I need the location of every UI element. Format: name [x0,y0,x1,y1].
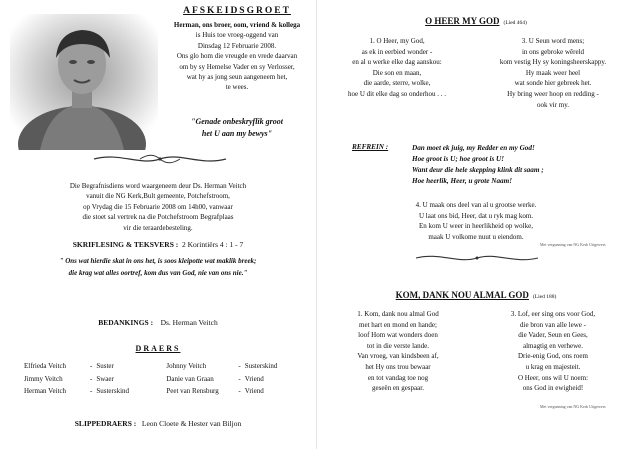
verse-line: Van vroeg, van kindsbeen af, [357,352,439,361]
skriflesing-row [10,240,306,249]
verse-line: hoe U dit elke dag so onderhou . . . [348,89,446,98]
dash: - [238,362,241,370]
draer-relation: Swaer [96,374,114,383]
bedankings-value: Ds. Herman Veitch [160,318,218,327]
service-line: vir die teraardebesteling. [123,223,193,232]
verse-line: Die son en maan, [372,68,422,77]
skriflesing-label: SKRIFLESING & TEKSVERS : [72,240,179,249]
draer-name: Jimmy Veitch [24,374,63,383]
verse-line: wat sonde hier gebreek het. [514,79,592,88]
song2-header [326,285,626,303]
intro-text [158,20,316,93]
verse-line: 3. Lof, eer sing ons voor God, [510,310,596,318]
verse-line: ook vir my. [536,100,570,109]
verse-line: ons God in ewigheid! [522,384,584,393]
scripture-quote [10,256,306,279]
service-line: op Vrydag die 15 Februarie 2008 om 14h00, vanwaar [83,202,233,211]
portrait-photo [10,14,158,150]
verse-line: almagtig en verhewe. [522,341,584,350]
song1-verse3 [478,36,628,110]
verse-line: en al u werke elke dag aanskou: [352,58,442,67]
verse-line: maak U volkome nuut u eiendom. [428,232,524,241]
draer-relation: Suster [96,362,114,370]
refrain-line: Want deur die hele skepping klink dit saam ; [412,166,544,174]
intro-line: is Huis toe vroeg-oggend van [195,31,279,40]
slippedraers-row [10,419,306,428]
verse-line: het Hy ons trou bewaar [365,362,431,371]
dash: - [238,374,241,383]
verse-line: U laat ons bid, Heer, dat u ryk mag kom. [418,211,534,220]
song2-reference: (Lied 188) [532,294,557,300]
verse-line: O Heer, ons wil U noem: [517,373,589,382]
verse-line: 1. O Heer, my God, [369,37,425,45]
song1-title: O HEER MY GOD [425,16,500,26]
dash: - [90,387,93,395]
draers-row [22,360,279,373]
verse-line: in ons gebroke wêreld [521,47,584,56]
verse-line: die Vader, Seun en Gees, [518,331,588,340]
service-line: Die Begrafnisdiens word waargeneem deur Ds. Herman Veitch [69,182,247,190]
song1-verse1 [322,36,472,100]
intro-line: te wees. [225,83,249,92]
flourish-ornament [90,150,230,168]
verse-line: as ek in eerbied wonder - [361,47,433,56]
draers-heading: DRAERS [135,344,181,353]
intro-line: om by sy Hemelse Vader en sy Verlosser, [179,62,295,71]
scripture-line: " Ons wat hierdie skat in ons het, is soos kleipotte wat maklik breek; [59,257,257,265]
slippedraers-value: Leon Cloete & Hester van Biljon [141,419,242,428]
intro-line: Herman, ons broer, oom, vriend & kollega [173,21,301,29]
draer-relation: Vriend [244,387,264,395]
verse-line: 3. U Seun word mens; [521,37,585,45]
hymn-quote [158,116,316,140]
fold-divider [316,0,317,449]
flourish-ornament [412,250,542,266]
refrain-line: Dan moet ek juig, my Redder en my God! [412,144,535,152]
refrain-line: Hoe heerlik, Heer, u grote Naam! [412,177,513,185]
bedankings-label: BEDANKINGS : [98,318,154,327]
song1-verse4 [326,200,626,242]
refrain-label: REFREIN : [352,143,389,151]
skriflesing-reference: 2 Korintiërs 4 : 1 - 7 [182,240,244,249]
verse-line: die bron van alle lewe - [520,320,586,329]
draers-table [22,360,279,398]
song2-verse3 [478,309,628,394]
draer-name: Johnny Veitch [166,362,207,370]
song1-credit: Met vergunning van NG Kerk Uitgewers [540,242,606,247]
verse-line: Drie-enig God, ons roem [518,352,588,361]
draer-relation: Susterskind [96,387,130,395]
intro-line: Dinsdag 12 Februarie 2008. [197,41,277,50]
quote-line: het U aan my bewys" [201,129,273,138]
bedankings-row [10,318,306,327]
draer-name: Elfrieda Veitch [24,362,67,370]
verse-line: geseën en gespaar. [372,384,424,393]
verse-line: En kom U weer in heerlikheid op wolke, [419,222,533,231]
dash: - [238,387,241,395]
verse-line: 1. Kom, dank nou almal God [357,310,439,318]
intro-line: Ons glo hom die vreugde en vrede daarvan [176,52,298,61]
draer-name: Peet van Rensburg [166,387,219,395]
verse-line: kom vestig Hy sy koningsheerskappy. [499,58,607,67]
draer-relation: Susterskind [244,362,278,370]
verse-line: loof Hom wat wonders doen [358,331,438,340]
draer-relation: Vriend [244,374,264,383]
refrain-line: Hoe groot is U; hoe groot is U! [412,155,505,163]
verse-line: u krag en majesteit. [525,362,581,371]
draers-row [22,385,279,398]
verse-line: die aarde, sterre, wolke, [363,79,431,88]
dash: - [90,374,93,383]
verse-line: Hy maak weer heel [525,68,581,77]
song1-reference: (Lied 464) [503,20,527,26]
service-line: vanuit die NG Kerk,Bult gemeente, Potchefstroom, [86,192,230,201]
verse-line: Hy bring weer hoop en redding - [507,89,599,98]
service-line: die stoet sal vertrek na die Potchefstroom Begrafplaas [82,213,234,222]
slippedraers-label: SLIPPEDRAERS : [74,419,137,428]
refrain-text [412,143,628,187]
draers-row [22,373,279,386]
draer-name: Herman Veitch [24,387,67,395]
verse-line: 4. U maak ons deel van al u grootse werke. [415,201,537,209]
verse-line: tot in die verste lande. [366,341,429,350]
song2-verse1 [324,309,472,394]
dash: - [90,362,93,370]
scripture-line: die krag wat alles oortref, kom dus van God, nie van ons nie." [68,268,248,277]
song2-credit: Met vergunning van NG Kerk Uitgewers [540,404,606,409]
verse-line: met hart en mond en hande; [359,320,437,329]
song1-header [326,11,626,29]
draer-name: Danie van Graan [166,374,214,383]
quote-line: "Genade onbeskryflik groot [191,117,283,126]
intro-line: wat hy as jong seun aangeneem het, [186,73,288,82]
afskeidsgroet-heading: AFSKEIDSGROET [183,6,291,16]
service-details [10,181,306,233]
verse-line: en tot vandag toe nog [367,373,429,382]
song2-title: KOM, DANK NOU ALMAL GOD [395,290,529,300]
